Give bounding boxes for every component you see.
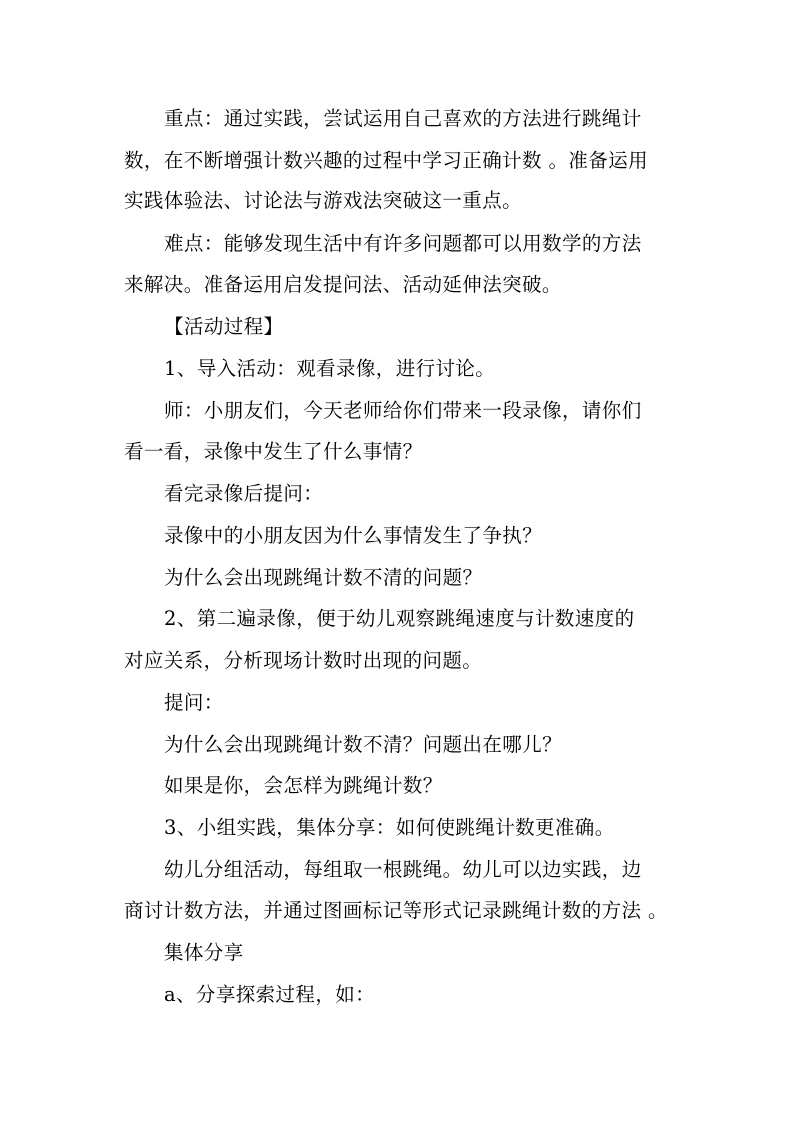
teacher-speech-line-1: 师：小朋友们，今天老师给你们带来一段录像，请你们 [164,399,642,422]
key-point-line-2: 数，在不断增强计数兴趣的过程中学习正确计数 。准备运用 [124,149,648,172]
difficulty-line-2: 来解决。准备运用启发提问法、活动延伸法突破。 [124,273,562,296]
step-2-line-1: 2、第二遍录像，便于幼儿观察跳绳速度与计数速度的 [164,607,635,630]
after-video-line: 看完录像后提问： [164,482,324,505]
share-a-line: a、分享探索过程，如： [164,983,376,1006]
key-point-line-3: 实践体验法、讨论法与游戏法突破这一重点。 [124,189,523,212]
teacher-speech-line-2: 看一看，录像中发生了什么事情？ [124,440,423,463]
question-1-line: 录像中的小朋友因为什么事情发生了争执？ [164,524,543,547]
group-activity-line-2: 商讨计数方法，并通过图画标记等形式记录跳绳计数的方法 。 [124,899,668,922]
key-point-line-1: 重点：通过实践，尝试运用自己喜欢的方法进行跳绳计 [164,107,642,130]
section-heading: 【活动过程】 [164,315,284,338]
step-2-line-2: 对应关系，分析现场计数时出现的问题。 [124,649,483,672]
ask-line: 提问： [164,691,224,714]
question-3-line: 为什么会出现跳绳计数不清？问题出在哪儿？ [164,733,563,756]
question-4-line: 如果是你，会怎样为跳绳计数？ [164,774,443,797]
group-activity-line-1: 幼儿分组活动，每组取一根跳绳。幼儿可以边实践，边 [164,858,642,881]
step-3-line: 3、小组实践，集体分享：如何使跳绳计数更准确。 [164,816,615,839]
difficulty-line-1: 难点：能够发现生活中有许多问题都可以用数学的方法 [164,232,642,255]
collective-share-line: 集体分享 [164,941,244,964]
step-1-line: 1、导入活动：观看录像，进行讨论。 [164,357,496,380]
question-2-line: 为什么会出现跳绳计数不清的问题？ [164,566,483,589]
